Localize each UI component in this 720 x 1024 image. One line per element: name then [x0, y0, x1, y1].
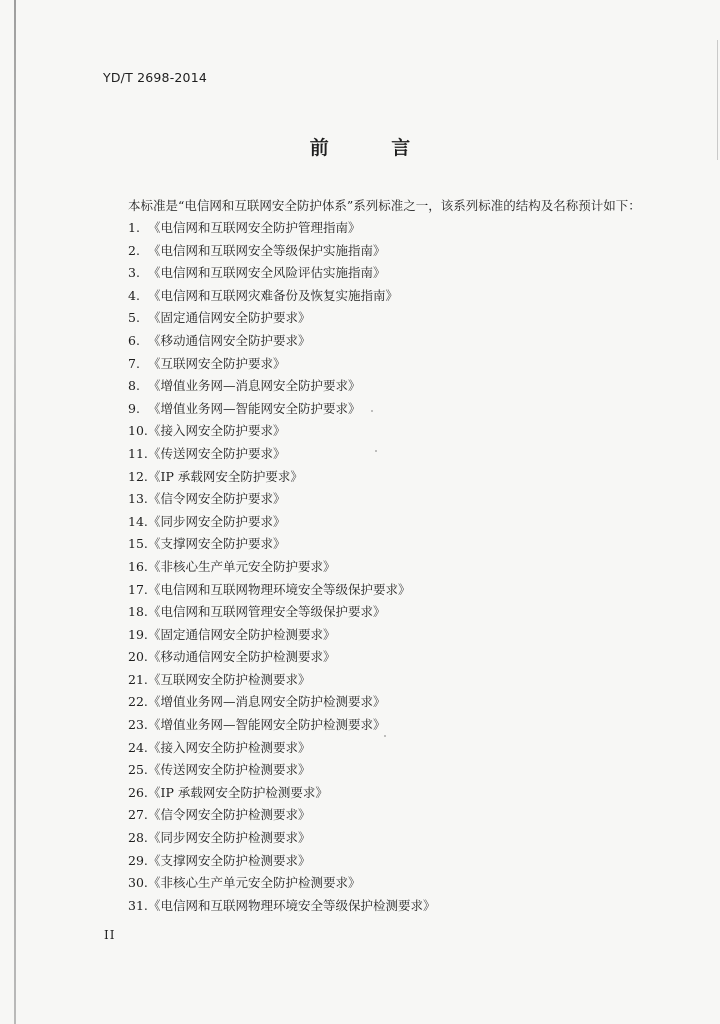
- list-item-number: 10.: [128, 423, 148, 439]
- page-number: II: [104, 928, 116, 942]
- list-item-title: 《增值业务网—消息网安全防护要求》: [148, 378, 361, 394]
- list-item-number: 23.: [128, 717, 148, 733]
- list-item-number: 5.: [128, 310, 140, 326]
- list-item-title: 《接入网安全防护检测要求》: [148, 739, 311, 755]
- list-item-number: 27.: [128, 807, 148, 823]
- list-item: [128, 353, 436, 376]
- list-item-title: 《同步网安全防护检测要求》: [148, 830, 311, 846]
- list-item-number: 17.: [128, 581, 148, 597]
- list-item-title: 《信令网安全防护要求》: [148, 491, 286, 507]
- list-item: [128, 872, 436, 895]
- list-item-title: 《支撑网安全防护要求》: [148, 536, 286, 552]
- list-item-number: 24.: [128, 739, 148, 755]
- page-title: 前 言: [309, 137, 439, 159]
- list-item-number: 4.: [128, 287, 140, 303]
- list-item-number: 18.: [128, 604, 148, 620]
- list-item-number: 8.: [128, 378, 140, 394]
- list-item-title: 《非核心生产单元安全防护要求》: [148, 558, 336, 574]
- list-item: [128, 782, 436, 805]
- list-item-title: 《固定通信网安全防护检测要求》: [148, 626, 336, 642]
- list-item: [128, 556, 436, 579]
- list-item: [128, 737, 436, 760]
- list-item: [128, 217, 436, 240]
- list-item-title: 《增值业务网—消息网安全防护检测要求》: [148, 694, 386, 710]
- list-item-number: 2.: [128, 242, 140, 258]
- list-item-number: 29.: [128, 852, 148, 868]
- scan-speck: [384, 735, 386, 737]
- list-item: [128, 850, 436, 873]
- list-item-title: 《互联网安全防护要求》: [148, 355, 286, 371]
- list-item-number: 1.: [128, 220, 140, 235]
- list-item-title: 《传送网安全防护要求》: [148, 445, 286, 461]
- list-item: [128, 533, 436, 556]
- list-item: [128, 307, 436, 330]
- list-item-number: 12.: [128, 468, 148, 484]
- list-item-title: 《电信网和互联网安全等级保护实施指南》: [148, 242, 386, 258]
- list-item-number: 13.: [128, 491, 148, 507]
- list-item-title: 《电信网和互联网管理安全等级保护要求》: [148, 604, 386, 620]
- list-item-title: 《同步网安全防护要求》: [148, 513, 286, 529]
- list-item: [128, 804, 436, 827]
- list-item: [128, 488, 436, 511]
- list-item: [128, 624, 436, 647]
- list-item-number: 15.: [128, 536, 148, 552]
- list-item-number: 11.: [128, 445, 148, 461]
- list-item: [128, 511, 436, 534]
- list-item: [128, 827, 436, 850]
- list-item-title: 《IP 承载网安全防护要求》: [148, 468, 303, 484]
- list-item-number: 20.: [128, 649, 148, 665]
- list-item: [128, 398, 436, 421]
- list-item: [128, 443, 436, 466]
- standards-list: [128, 217, 436, 917]
- list-item: [128, 691, 436, 714]
- list-item-number: 21.: [128, 671, 148, 687]
- list-item-number: 25.: [128, 762, 148, 778]
- list-item-number: 19.: [128, 626, 148, 642]
- list-item: [128, 420, 436, 443]
- list-item: [128, 759, 436, 782]
- list-item: [128, 669, 436, 692]
- list-item-title: 《增值业务网—智能网安全防护检测要求》: [148, 717, 386, 733]
- list-item-title: 《传送网安全防护检测要求》: [148, 762, 311, 778]
- list-item: [128, 601, 436, 624]
- list-item: [128, 285, 436, 308]
- list-item-title: 《移动通信网安全防护要求》: [148, 332, 311, 348]
- list-item-number: 30.: [128, 875, 148, 891]
- document-code: YD/T 2698-2014: [103, 70, 208, 85]
- list-item-number: 9.: [128, 400, 140, 416]
- list-item: [128, 375, 436, 398]
- list-item-title: 《接入网安全防护要求》: [148, 423, 286, 439]
- list-item-number: 16.: [128, 558, 148, 574]
- list-item: [128, 895, 436, 918]
- list-item-number: 31.: [128, 897, 148, 913]
- scan-speck: [371, 410, 373, 412]
- list-item-number: 6.: [128, 332, 140, 348]
- list-item-title: 《固定通信网安全防护要求》: [148, 310, 311, 326]
- list-item: [128, 646, 436, 669]
- list-item-number: 3.: [128, 265, 140, 281]
- list-item: [128, 579, 436, 602]
- list-item: [128, 330, 436, 353]
- list-item-number: 26.: [128, 784, 148, 800]
- list-item-title: 《IP 承载网安全防护检测要求》: [148, 784, 328, 800]
- list-item-title: 《移动通信网安全防护检测要求》: [148, 649, 336, 665]
- list-item-number: 22.: [128, 694, 148, 710]
- list-item: [128, 466, 436, 489]
- scan-speck: [375, 450, 377, 452]
- list-item-number: 7.: [128, 355, 140, 371]
- list-item-title: 《信令网安全防护检测要求》: [148, 807, 311, 823]
- list-item: [128, 240, 436, 263]
- list-item-title: 《互联网安全防护检测要求》: [148, 671, 311, 687]
- list-item-title: 《增值业务网—智能网安全防护要求》: [148, 400, 361, 416]
- list-item: [128, 262, 436, 285]
- list-item-title: 《支撑网安全防护检测要求》: [148, 852, 311, 868]
- list-item-title: 《电信网和互联网安全防护管理指南》: [148, 220, 361, 235]
- list-item: [128, 714, 436, 737]
- list-item-title: 《电信网和互联网物理环境安全等级保护要求》: [148, 581, 411, 597]
- list-item-title: 《电信网和互联网物理环境安全等级保护检测要求》: [148, 897, 436, 913]
- list-item-number: 28.: [128, 830, 148, 846]
- list-item-number: 14.: [128, 513, 148, 529]
- intro-paragraph: 本标准是“电信网和互联网安全防护体系”系列标准之一，该系列标准的结构及名称预计如下：: [128, 198, 641, 213]
- list-item-title: 《非核心生产单元安全防护检测要求》: [148, 875, 361, 891]
- list-item-title: 《电信网和互联网灾难备份及恢复实施指南》: [148, 287, 399, 303]
- list-item-title: 《电信网和互联网安全风险评估实施指南》: [148, 265, 386, 281]
